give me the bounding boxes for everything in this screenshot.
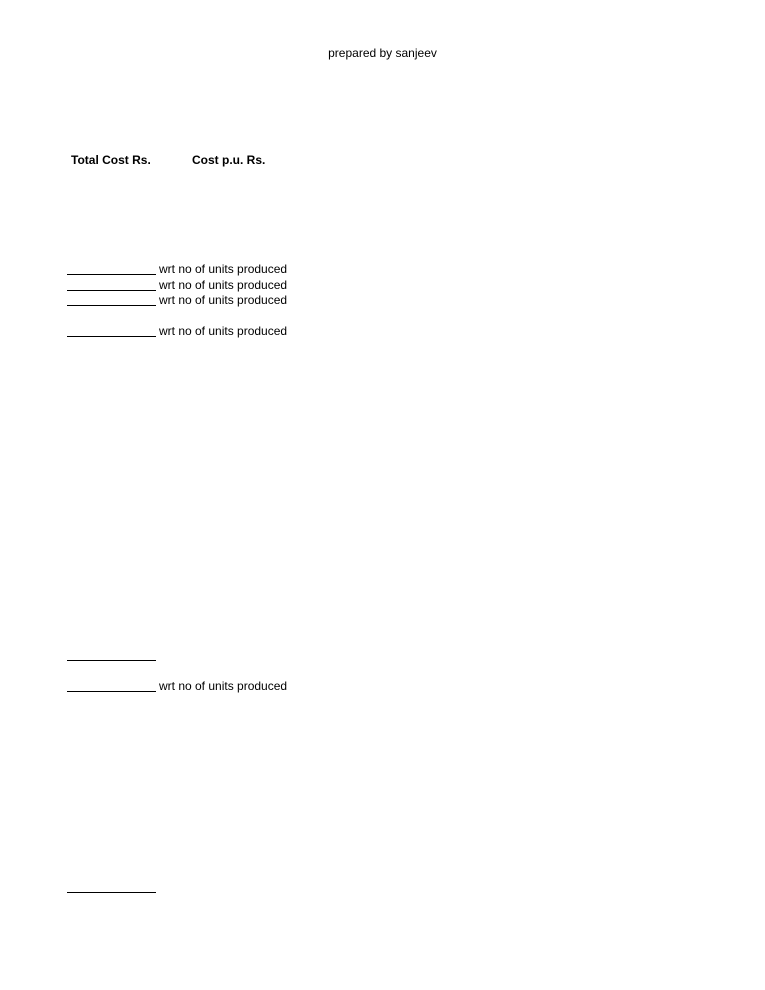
row-label: wrt no of units produced xyxy=(159,679,288,693)
row-label: wrt no of units produced xyxy=(159,262,288,276)
blank-line xyxy=(67,273,156,275)
blank-line xyxy=(67,690,156,692)
blank-line xyxy=(67,304,156,306)
row-label: wrt no of units produced xyxy=(159,278,288,292)
blank-line xyxy=(67,659,156,661)
cost-row xyxy=(67,323,287,338)
blank-line xyxy=(67,289,156,291)
blank-line xyxy=(67,335,156,337)
cost-row xyxy=(67,647,159,662)
row-label: wrt no of units produced xyxy=(159,324,288,338)
cost-row xyxy=(67,678,287,693)
column-header-cost-per-unit: Cost p.u. Rs. xyxy=(192,153,266,167)
cost-row xyxy=(67,879,159,894)
row-label: wrt no of units produced xyxy=(159,293,288,307)
cost-row xyxy=(67,277,287,292)
blank-line xyxy=(67,891,156,893)
page-header: prepared by sanjeev xyxy=(328,46,437,60)
cost-row xyxy=(67,292,287,307)
column-header-total-cost: Total Cost Rs. xyxy=(71,153,151,167)
cost-row xyxy=(67,261,287,276)
